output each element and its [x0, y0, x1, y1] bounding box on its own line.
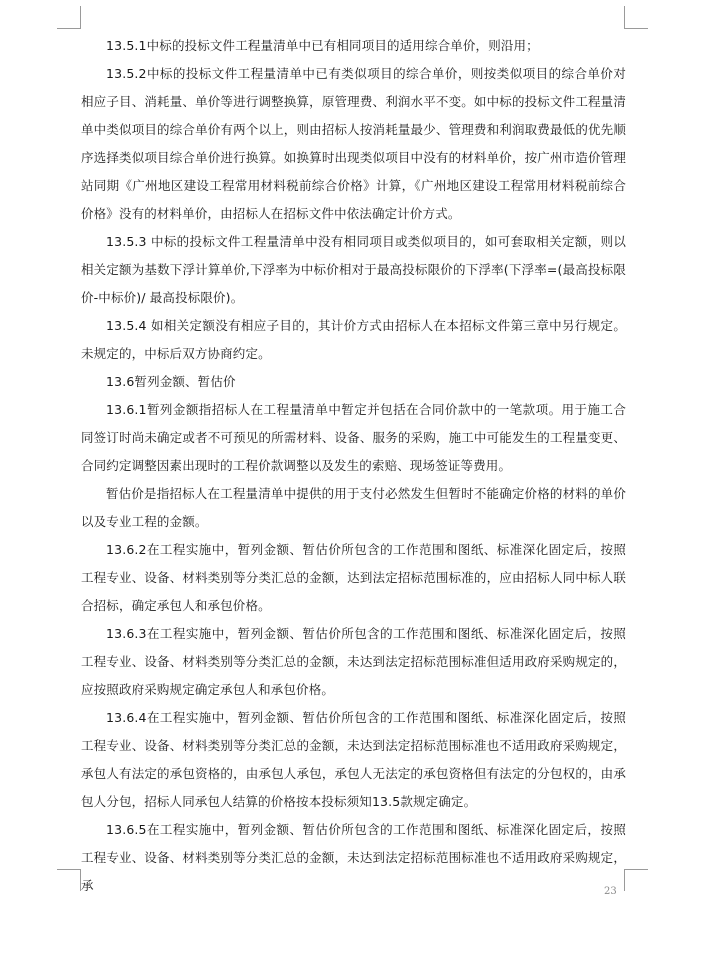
- paragraph-13-5-1: 13.5.1中标的投标文件工程量清单中已有相同项目的适用综合单价，则沿用；: [106, 38, 539, 53]
- crop-mark-top-right: [624, 28, 648, 29]
- paragraph-13-6-4: 13.6.4在工程实施中，暂列金额、暂估价所包含的工作范围和图纸、标准深化固定后，按照工程专业、设备、材料类别等分类汇总的金额，未达到法定招标范围标准也不适用政府采购规定，承包人有法定的承包资格的，由承包人承包，承包人无法定的承包资格但有法定的分包权的，由承包人分包，招标人同承包人结算的价格按本投标须知13.5款规定确定。: [81, 710, 626, 809]
- section-heading-13-6: 13.6暂列金额、暂估价: [106, 374, 236, 389]
- body-text: [81, 32, 626, 900]
- paragraph-13-6-1: 13.6.1暂列金额指招标人在工程量清单中暂定并包括在合同价款中的一笔款项。用于施工合同签订时尚未确定或者不可预见的所需材料、设备、服务的采购，施工中可能发生的工程量变更、合同约定调整因素出现时的工程价款调整以及发生的索赔、现场签证等费用。: [81, 402, 626, 473]
- crop-mark-top-left: [57, 28, 81, 29]
- paragraph-13-5-4: 13.5.4 如相关定额没有相应子目的，其计价方式由招标人在本招标文件第三章中另行规定。未规定的，中标后双方协商约定。: [81, 318, 626, 361]
- crop-mark-top-right: [624, 6, 625, 29]
- paragraph-13-6-3: 13.6.3在工程实施中，暂列金额、暂估价所包含的工作范围和图纸、标准深化固定后，按照工程专业、设备、材料类别等分类汇总的金额，未达到法定招标范围标准但适用政府采购规定的，应按照政府采购规定确定承包人和承包价格。: [81, 626, 626, 697]
- crop-mark-top-left: [80, 6, 81, 29]
- paragraph-13-5-2: 13.5.2中标的投标文件工程量清单中已有类似项目的综合单价，则按类似项目的综合单价对相应子目、消耗量、单价等进行调整换算，原管理费、利润水平不变。如中标的投标文件工程量清单中类似项目的综合单价有两个以上，则由招标人按消耗量最少、管理费和利润取费最低的优先顺序选择类似项目综合单价进行换算。如换算时出现类似项目中没有的材料单价，按广州市造价管理站同期《广州地区建设工程常用材料税前综合价格》计算，《广州地区建设工程常用材料税前综合价格》没有的材料单价，由招标人在招标文件中依法确定计价方式。: [81, 66, 626, 221]
- crop-mark-bottom-left: [57, 869, 81, 870]
- paragraph-13-6-2: 13.6.2在工程实施中，暂列金额、暂估价所包含的工作范围和图纸、标准深化固定后，按照工程专业、设备、材料类别等分类汇总的金额，达到法定招标范围标准的，应由招标人同中标人联合招标，确定承包人和承包价格。: [81, 542, 626, 613]
- page-number: 23: [604, 886, 617, 897]
- crop-mark-bottom-right: [624, 869, 648, 870]
- paragraph-13-6-5: 13.6.5在工程实施中，暂列金额、暂估价所包含的工作范围和图纸、标准深化固定后，按照工程专业、设备、材料类别等分类汇总的金额，未达到法定招标范围标准也不适用政府采购规定，承: [81, 822, 626, 893]
- paragraph-provisional-price: 暂估价是指招标人在工程量清单中提供的用于支付必然发生但暂时不能确定价格的材料的单价以及专业工程的金额。: [81, 486, 626, 529]
- paragraph-13-5-3: 13.5.3 中标的投标文件工程量清单中没有相同项目或类似项目的，如可套取相关定额，则以相关定额为基数下浮计算单价,下浮率为中标价相对于最高投标限价的下浮率(下浮率=(最高投标限价-中标价)/ 最高投标限价)。: [81, 234, 626, 305]
